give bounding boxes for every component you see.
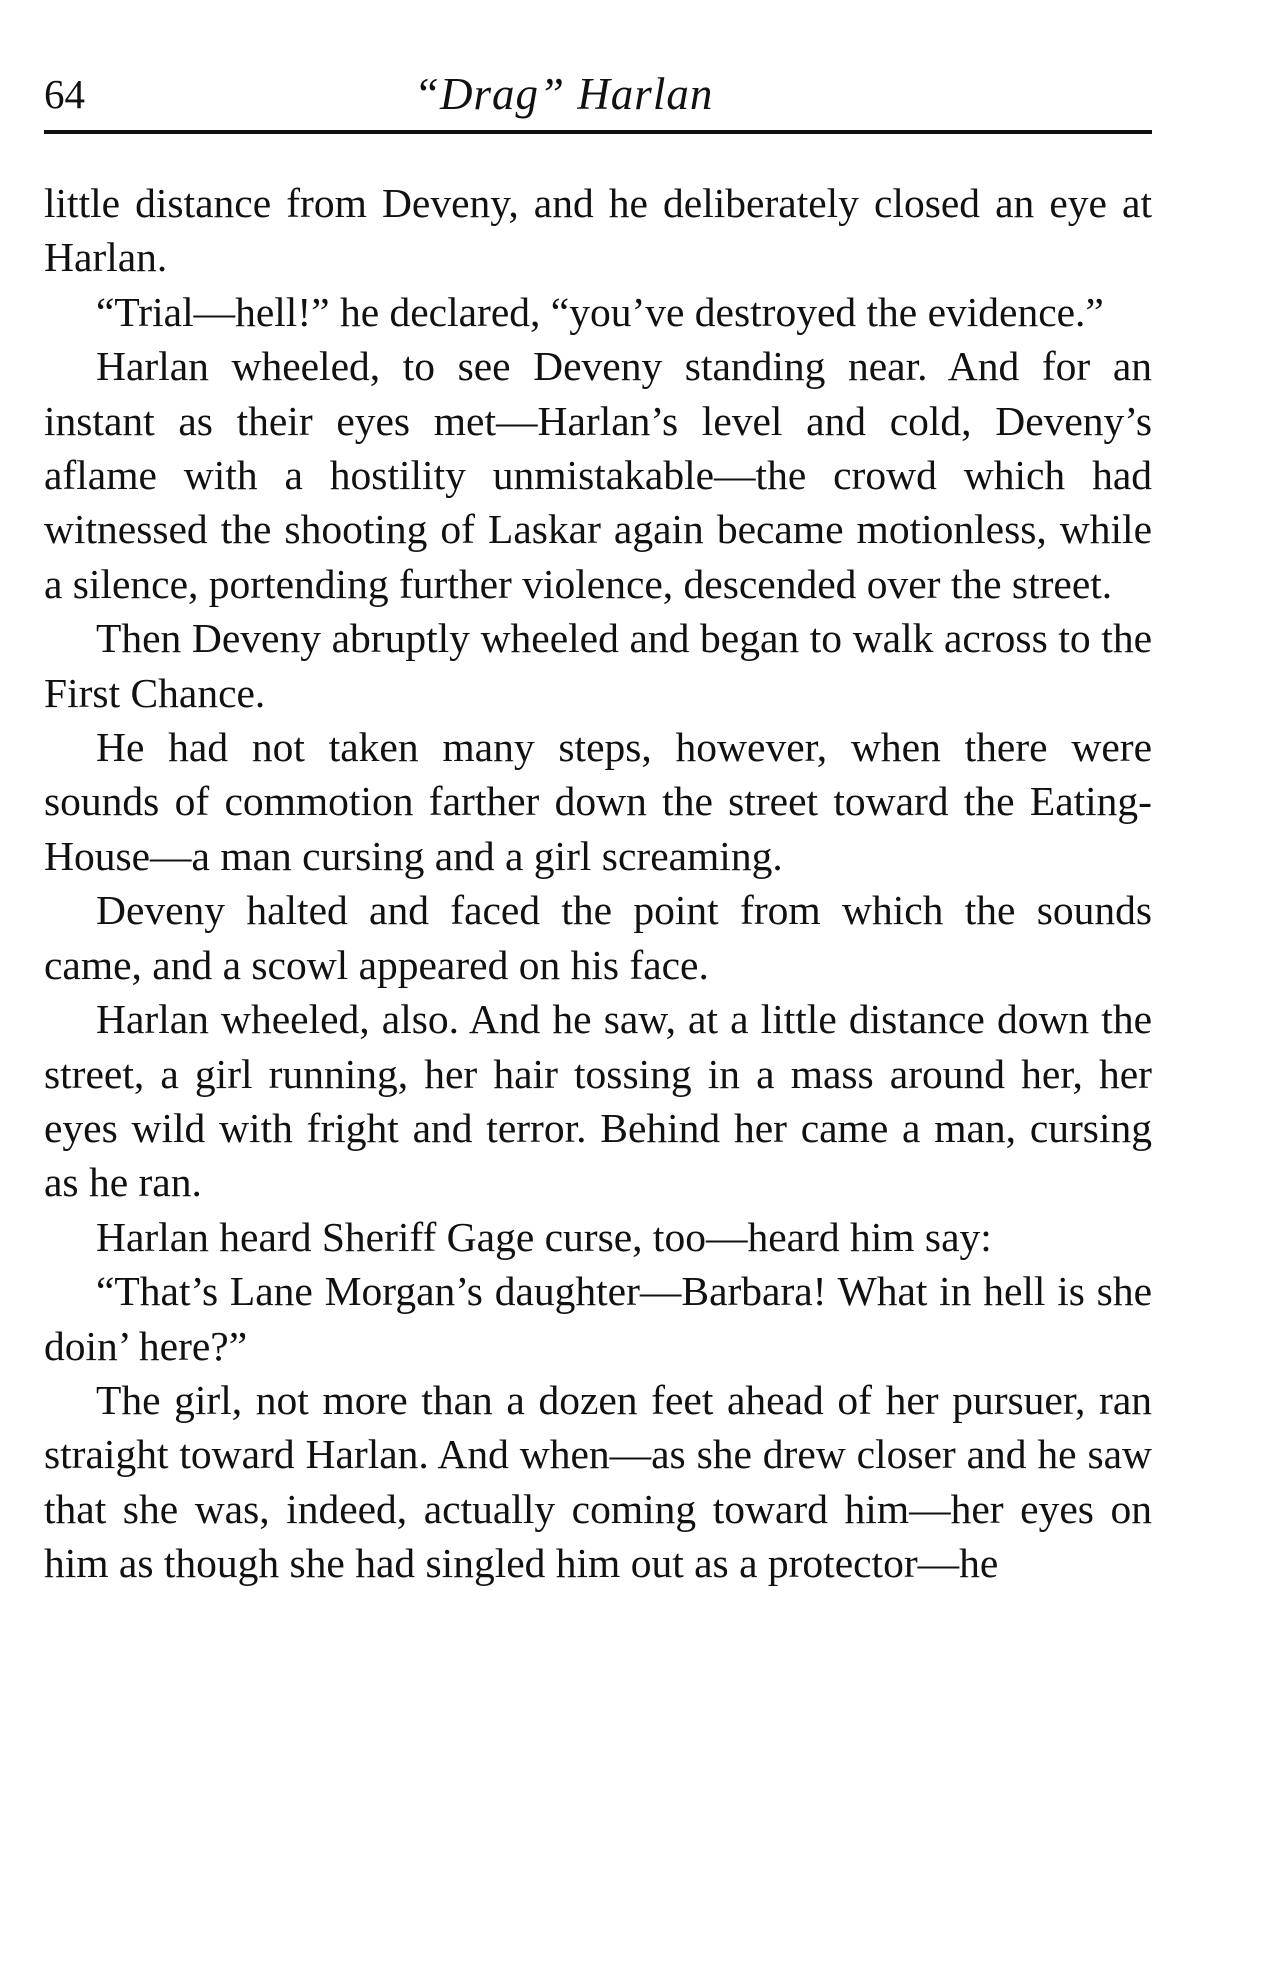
paragraph: He had not taken many steps, however, when there were sounds of commotion farther down the street toward the Eating-House—a man cursing and a girl screaming. — [44, 724, 1152, 879]
paragraph: Harlan wheeled, also. And he saw, at a little distance down the street, a girl running, her hair tossing in a mass around her, her eyes wild with fright and terror. Behind her came a man, cursing as he ran. — [44, 996, 1152, 1206]
header-rule — [44, 130, 1152, 134]
paragraph: “That’s Lane Morgan’s daughter—Barbara! What in hell is she doin’ here?” — [44, 1268, 1152, 1369]
paragraph: little distance from Deveny, and he deliberately closed an eye at Harlan. — [44, 180, 1152, 281]
page-number: 64 — [44, 71, 85, 117]
paragraph: Harlan wheeled, to see Deveny standing near. And for an instant as their eyes met—Harlan’s level and cold, Deveny’s aflame with a hostility unmistakable—the crowd which had witnessed the shooting of Laskar again became motionless, while a silence, portending further violence, descended over the street. — [44, 343, 1152, 607]
paragraph: Deveny halted and faced the point from which the sounds came, and a scowl appeared on his face. — [44, 887, 1152, 988]
paragraph: “Trial—hell!” he declared, “you’ve destroyed the evidence.” — [96, 288, 1104, 335]
running-head — [44, 66, 1154, 126]
paragraph: Harlan heard Sheriff Gage curse, too—heard him say: — [96, 1213, 992, 1260]
paragraph: The girl, not more than a dozen feet ahead of her pursuer, ran straight toward Harlan. And when—as she drew closer and he saw that she was, indeed, actually coming toward him—her eyes on him as though she had singled him out as a protector—he — [44, 1376, 1152, 1587]
running-title: “Drag” Harlan — [414, 69, 714, 119]
body-text — [44, 176, 1152, 1591]
paragraph: Then Deveny abruptly wheeled and began to walk across to the First Chance. — [44, 615, 1152, 716]
